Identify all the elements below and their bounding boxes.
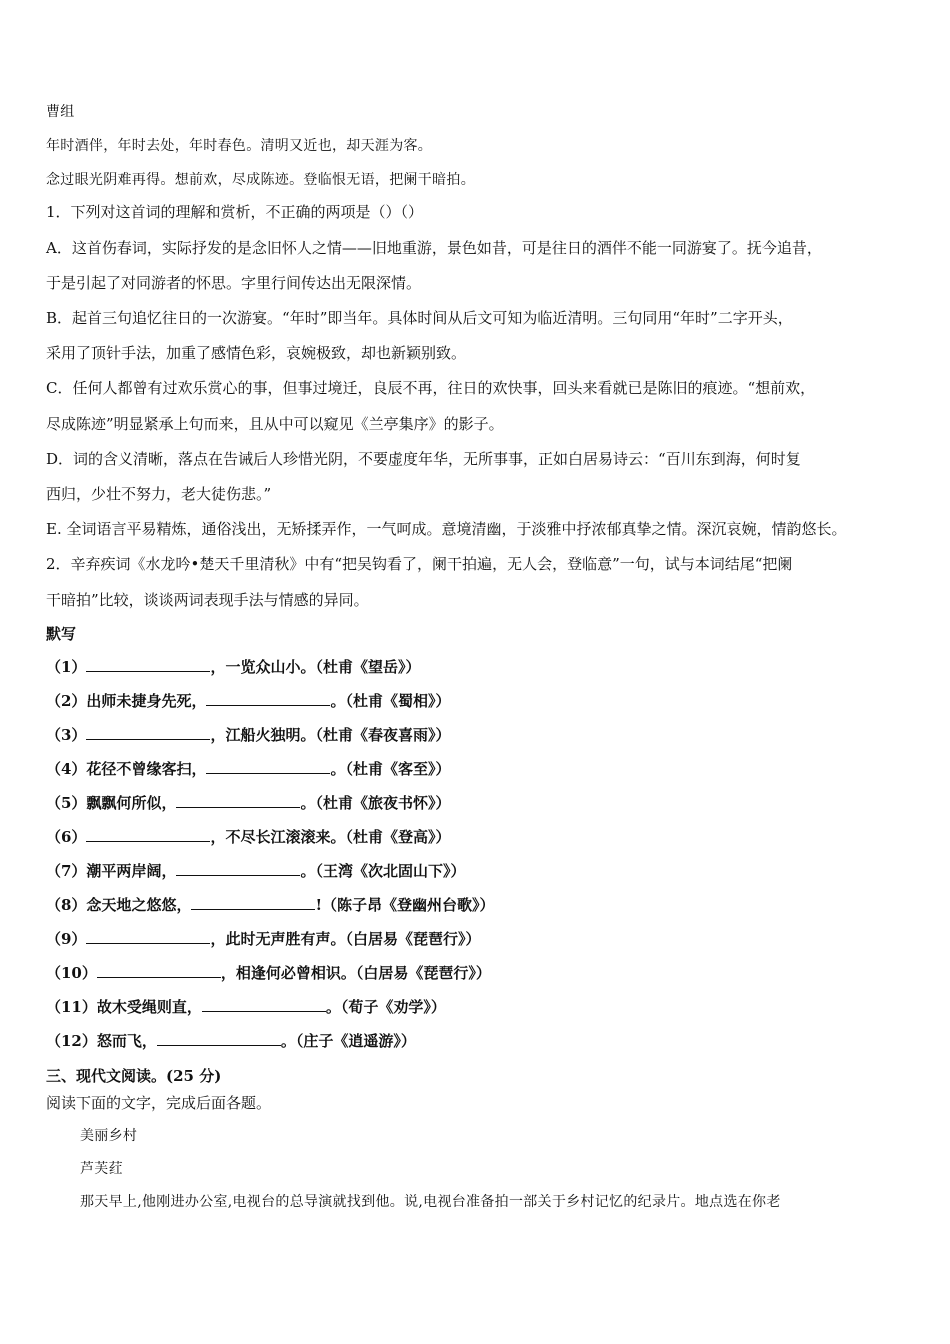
dictation-item: （6） ，不尽长江滚滚来。（杜甫《登高》）: [46, 828, 451, 846]
option-c-line-2: 尽成陈迹”明显紧承上句而来，且从中可以窥见《兰亭集序》的影子。: [46, 415, 504, 433]
option-c-line-1: C．任何人都曾有过欢乐赏心的事，但事过境迁，良辰不再，往日的欢快事，回头来看就已是陈旧的痕迹。“想前欢，: [46, 379, 816, 397]
dictation-heading: 默写: [46, 625, 77, 643]
section-3-heading: 三、现代文阅读。(25 分): [46, 1067, 222, 1085]
poem-author: 曹组: [46, 104, 75, 120]
dictation-item: （3） ，江船火独明。（杜甫《春夜喜雨》）: [46, 726, 451, 744]
dictation-item: （5）飘飘何所似， 。（杜甫《旅夜书怀》）: [46, 794, 451, 812]
poem-line-2: 念过眼光阴难再得。想前欢，尽成陈迹。登临恨无语，把阑干暗拍。: [46, 172, 475, 188]
option-b-line-2: 采用了顶针手法，加重了感情色彩，哀婉极致，却也新颖别致。: [46, 344, 467, 362]
answer-blank[interactable]: [86, 828, 210, 842]
answer-blank[interactable]: [157, 1032, 281, 1046]
answer-blank[interactable]: [191, 896, 315, 910]
option-a-line-2: 于是引起了对同游者的怀思。字里行间传达出无限深情。: [46, 274, 422, 292]
dictation-item: （1） ，一览众山小。（杜甫《望岳》）: [46, 658, 421, 676]
question-2-line-2: 干暗拍”比较，谈谈两词表现手法与情感的异同。: [46, 591, 369, 609]
answer-blank[interactable]: [176, 862, 300, 876]
article-paragraph-1: 那天早上,他刚进办公室,电视台的总导演就找到他。说,电视台准备拍一部关于乡村记忆的纪录片。地点选在你老: [80, 1194, 781, 1210]
dictation-item: （12）怒而飞， 。（庄子《逍遥游》）: [46, 1032, 416, 1050]
answer-blank[interactable]: [206, 692, 330, 706]
article-author: 芦芙荭: [80, 1161, 123, 1177]
dictation-item: （10） ，相逢何必曾相识。（白居易《琵琶行》）: [46, 964, 491, 982]
question-1-stem: 1．下列对这首词的理解和赏析，不正确的两项是（）（）: [46, 203, 424, 221]
article-title: 美丽乡村: [80, 1128, 138, 1144]
answer-blank[interactable]: [86, 658, 210, 672]
dictation-item: （9） ，此时无声胜有声。（白居易《琵琶行》）: [46, 930, 481, 948]
option-d-line-1: D．词的含义清晰，落点在告诫后人珍惜光阴，不要虚度年华，无所事事，正如白居易诗云：“百川东到海，何时复: [46, 450, 801, 468]
answer-blank[interactable]: [86, 726, 210, 740]
answer-blank[interactable]: [176, 794, 300, 808]
option-d-line-2: 西归，少壮不努力，老大徒伤悲。”: [46, 485, 272, 503]
option-e-line-1: E. 全词语言平易精炼，通俗浅出，无矫揉弄作，一气呵成。意境清幽，于淡雅中抒浓郁真挚之情。深沉哀婉，情韵悠长。: [46, 520, 847, 538]
option-b-line-1: B．起首三句追忆往日的一次游宴。“年时”即当年。具体时间从后文可知为临近清明。三句同用“年时”二字开头，: [46, 309, 793, 327]
dictation-item: （2）出师未捷身先死， 。（杜甫《蜀相》）: [46, 692, 451, 710]
option-a-line-1: A．这首伤春词，实际抒发的是念旧怀人之情——旧地重游，景色如昔，可是往日的酒伴不能一同游宴了。抚今追昔，: [46, 239, 822, 257]
dictation-item: （11）故木受绳则直， 。（荀子《劝学》）: [46, 998, 446, 1016]
answer-blank[interactable]: [97, 964, 221, 978]
question-2-line-1: 2．辛弃疾词《水龙吟•楚天千里清秋》中有“把吴钩看了，阑干拍遍，无人会，登临意”一句，试与本词结尾“把阑: [46, 555, 793, 573]
answer-blank[interactable]: [86, 930, 210, 944]
answer-blank[interactable]: [206, 760, 330, 774]
dictation-item: （7）潮平两岸阔， 。（王湾《次北固山下》）: [46, 862, 466, 880]
answer-blank[interactable]: [202, 998, 326, 1012]
poem-line-1: 年时酒伴，年时去处，年时春色。清明又近也，却天涯为客。: [46, 138, 433, 154]
dictation-item: （8）念天地之悠悠， !（陈子昂《登幽州台歌》）: [46, 896, 495, 914]
section-3-instruction: 阅读下面的文字，完成后面各题。: [46, 1094, 272, 1112]
dictation-item: （4）花径不曾缘客扫， 。（杜甫《客至》）: [46, 760, 451, 778]
